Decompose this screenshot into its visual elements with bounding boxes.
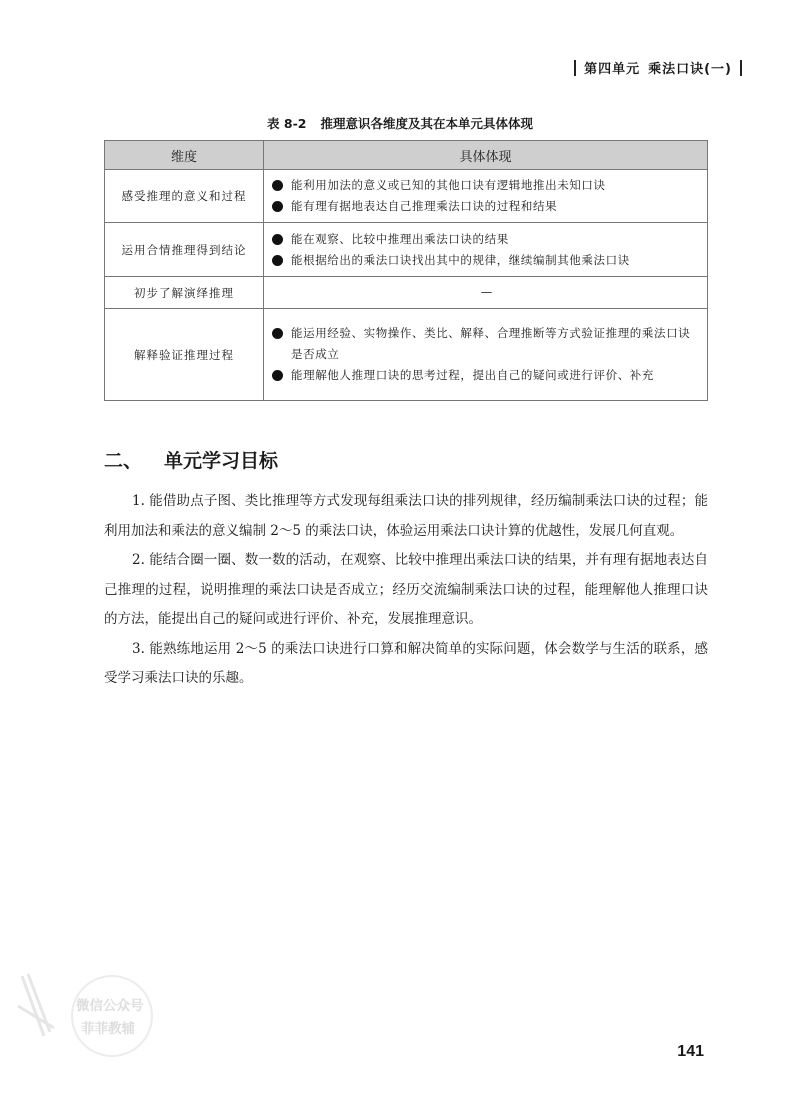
bullet-icon bbox=[272, 328, 283, 339]
watermark-line-1: 微信公众号 bbox=[76, 998, 144, 1014]
detail-text: 能运用经验、实物操作、类比、解释、合理推断等方式验证推理的乘法口诀是否成立 bbox=[291, 326, 691, 361]
detail-text: 能根据给出的乘法口诀找出其中的规律，继续编制其他乘法口诀 bbox=[291, 252, 630, 267]
list-item bbox=[272, 229, 701, 250]
table-row bbox=[105, 277, 708, 309]
empty-detail-cell: — bbox=[264, 277, 708, 309]
detail-text: 能在观察、比较中推理出乘法口诀的结果 bbox=[291, 231, 509, 246]
list-item bbox=[272, 175, 701, 196]
table-row bbox=[105, 223, 708, 277]
column-header-details: 具体体现 bbox=[264, 141, 708, 170]
table-row bbox=[105, 170, 708, 223]
dimension-cell: 运用合情推理得到结论 bbox=[105, 223, 264, 277]
header-unit: 第四单元 bbox=[584, 62, 641, 77]
dimension-cell: 感受推理的意义和过程 bbox=[105, 170, 264, 223]
detail-cell bbox=[264, 170, 708, 223]
watermark bbox=[14, 966, 164, 1062]
detail-cell bbox=[264, 223, 708, 277]
bullet-icon bbox=[272, 234, 283, 245]
bullet-icon bbox=[272, 370, 283, 381]
watermark-emblem-icon bbox=[14, 966, 164, 1062]
detail-text: 能理解他人推理口诀的思考过程，提出自己的疑问或进行评价、补充 bbox=[291, 368, 654, 382]
header-divider bbox=[740, 60, 742, 76]
dimension-cell: 初步了解演绎推理 bbox=[105, 277, 264, 309]
learning-objectives bbox=[104, 487, 708, 694]
section-heading bbox=[104, 446, 278, 473]
bullet-icon bbox=[272, 180, 283, 191]
bullet-icon bbox=[272, 201, 283, 212]
objective-paragraph: 1. 能借助点子图、类比推理等方式发现每组乘法口诀的排列规律，经历编制乘法口诀的过程；能利用加法和乘法的意义编制 2～5 的乘法口诀，体验运用乘法口诀计算的优越性，发展几何直观。 bbox=[104, 493, 708, 539]
reasoning-dimensions-table bbox=[104, 140, 708, 401]
table-caption-title: 推理意识各维度及其在本单元具体体现 bbox=[320, 116, 533, 131]
table-caption bbox=[0, 114, 800, 132]
section-title: 单元学习目标 bbox=[164, 450, 279, 472]
watermark-line-2: 菲菲教辅 bbox=[81, 1021, 135, 1037]
column-header-dimension: 维度 bbox=[105, 141, 264, 170]
table-caption-number: 表 8-2 bbox=[267, 116, 307, 131]
detail-text: 能有理有据地表达自己推理乘法口诀的过程和结果 bbox=[291, 199, 558, 213]
table-header-row bbox=[105, 141, 708, 170]
objective-paragraph: 2. 能结合圈一圈、数一数的活动，在观察、比较中推理出乘法口诀的结果，并有理有据地表达自己推理的过程，说明推理的乘法口诀是否成立；经历交流编制乘法口诀的过程，能理解他人推理口诀的方法，能提出自己的疑问或进行评价、补充，发展推理意识。 bbox=[104, 552, 708, 627]
list-item bbox=[272, 250, 701, 271]
bullet-icon bbox=[272, 255, 283, 266]
list-item bbox=[272, 196, 701, 217]
detail-cell bbox=[264, 309, 708, 401]
header-chapter: 乘法口诀(一) bbox=[648, 62, 732, 77]
page-number: 141 bbox=[677, 1043, 704, 1060]
running-header bbox=[574, 58, 742, 77]
table-row bbox=[105, 309, 708, 401]
list-item bbox=[272, 323, 701, 365]
objective-paragraph: 3. 能熟练地运用 2～5 的乘法口诀进行口算和解决简单的实际问题，体会数学与生活的联系，感受学习乘法口诀的乐趣。 bbox=[104, 640, 708, 686]
section-number: 二、 bbox=[104, 450, 143, 472]
header-divider bbox=[574, 60, 576, 76]
dimension-cell: 解释验证推理过程 bbox=[105, 309, 264, 401]
detail-text: 能利用加法的意义或已知的其他口诀有逻辑地推出未知口诀 bbox=[291, 178, 606, 192]
list-item bbox=[272, 365, 701, 386]
